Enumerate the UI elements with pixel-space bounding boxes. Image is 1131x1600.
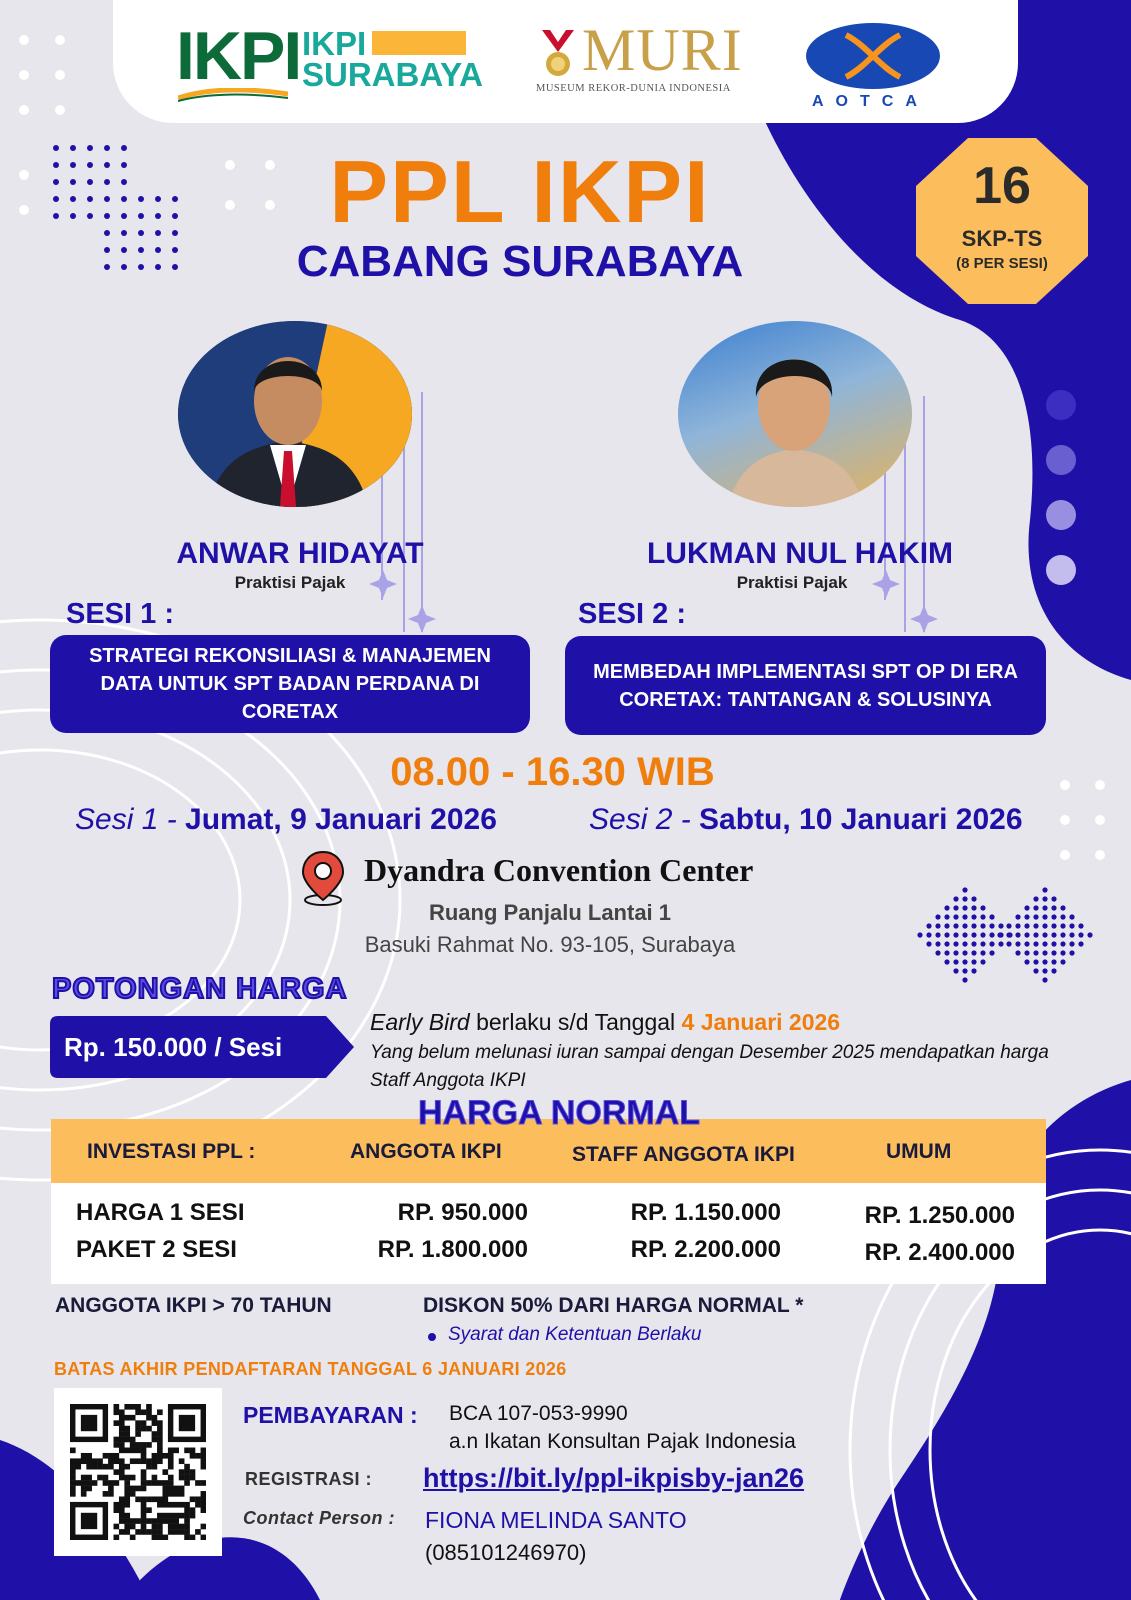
muri-medal-icon (540, 30, 576, 80)
payment-label: PEMBAYARAN : (243, 1402, 418, 1428)
skp-badge-note: (8 PER SESI) (956, 255, 1048, 272)
skp-badge-number: 16 (973, 157, 1031, 215)
event-title: PPL IKPI (329, 142, 711, 241)
speaker-1-photo (178, 321, 412, 507)
price-row-1-staff: RP. 1.150.000 (630, 1199, 781, 1226)
early-bird-date: 4 Januari 2026 (681, 1009, 841, 1035)
session-1-label: SESI 1 : (66, 598, 174, 630)
price-row-2-anggota: RP. 1.800.000 (377, 1236, 528, 1263)
ikpi-logo: IKPI (176, 18, 301, 94)
speaker-2-name: LUKMAN NUL HAKIM (646, 537, 954, 570)
speaker-2-role: Praktisi Pajak (736, 573, 848, 592)
contact-label: Contact Person : (243, 1508, 396, 1528)
price-header-investasi: INVESTASI PPL : (87, 1140, 256, 1163)
price-row-1-umum: RP. 1.250.000 (864, 1202, 1015, 1229)
speaker-1-name: ANWAR HIDAYAT (176, 537, 424, 570)
venue-address: Basuki Rahmat No. 93-105, Surabaya (364, 932, 736, 957)
price-row-1-anggota: RP. 950.000 (397, 1199, 528, 1226)
early-bird-note: Yang belum melunasi iuran sampai dengan Desember 2025 mendapatkan harga Staff Anggota IKPI (370, 1042, 1049, 1091)
normal-price-title: HARGA NORMAL (418, 1094, 701, 1132)
terms-bullet-icon (428, 1333, 436, 1341)
price-row-2-staff: RP. 2.200.000 (630, 1236, 781, 1263)
ikpi-logo-wave-icon (178, 88, 288, 102)
price-row-2-umum: RP. 2.400.000 (864, 1239, 1015, 1266)
registration-label: REGISTRASI : (245, 1469, 373, 1489)
price-row-2-label: PAKET 2 SESI (76, 1236, 237, 1263)
session-2-date-line (589, 805, 1023, 835)
session-1-topic-box (50, 635, 530, 733)
location-pin-icon (300, 850, 346, 906)
session-2-date: Sabtu, 10 Januari 2026 (699, 803, 1023, 836)
session-2-date-prefix: Sesi 2 - (589, 803, 700, 836)
payment-holder: a.n Ikatan Konsultan Pajak Indonesia (449, 1430, 796, 1453)
payment-account: BCA 107-053-9990 (449, 1402, 628, 1425)
price-header-anggota: ANGGOTA IKPI (350, 1140, 502, 1163)
ikpi-surabaya-logo: IKPI SURABAYA (302, 25, 483, 93)
session-2-topic: MEMBEDAH IMPLEMENTASI SPT OP DI ERA CORETAX: TANTANGAN & SOLUSINYA (593, 660, 1018, 711)
speaker-1-role: Praktisi Pajak (234, 573, 346, 592)
price-header-umum: UMUM (886, 1140, 952, 1163)
session-1-date: Jumat, 9 Januari 2026 (185, 803, 497, 836)
promo-price: Rp. 150.000 / Sesi (64, 1032, 283, 1062)
senior-discount: DISKON 50% DARI HARGA NORMAL * (423, 1294, 804, 1317)
aotca-x-icon (806, 23, 940, 89)
promo-title: POTONGAN HARGA (52, 973, 348, 1005)
contact-phone[interactable]: (085101246970) (425, 1540, 587, 1565)
speaker-1-portrait-icon (178, 321, 412, 507)
muri-logo-subtitle: MUSEUM REKOR-DUNIA INDONESIA (536, 83, 731, 94)
contact-name: FIONA MELINDA SANTO (425, 1507, 687, 1533)
session-2-label: SESI 2 : (578, 598, 686, 630)
skp-badge-unit: SKP-TS (961, 226, 1043, 251)
session-1-date-line (75, 805, 497, 835)
price-row-1-label: HARGA 1 SESI (76, 1199, 245, 1226)
qr-code-icon[interactable] (70, 1404, 206, 1540)
early-bird-text: berlaku s/d Tanggal (469, 1009, 682, 1035)
registration-deadline: BATAS AKHIR PENDAFTARAN TANGGAL 6 JANUARI 2026 (54, 1359, 567, 1379)
event-time: 08.00 - 16.30 WIB (390, 750, 715, 794)
aotca-logo-text: AOTCA (812, 93, 929, 110)
session-1-date-prefix: Sesi 1 - (75, 803, 186, 836)
event-subtitle: CABANG SURABAYA (296, 237, 744, 286)
session-2-topic-box (565, 636, 1046, 735)
speaker-2-portrait-icon (678, 321, 912, 507)
muri-logo: MURI (582, 17, 743, 83)
venue-room: Ruang Panjalu Lantai 1 (428, 900, 672, 925)
price-header-staff: STAFF ANGGOTA IKPI (572, 1143, 795, 1166)
senior-member-label: ANGGOTA IKPI > 70 TAHUN (55, 1294, 332, 1317)
speaker-2-photo (678, 321, 912, 507)
venue-name: Dyandra Convention Center (364, 852, 754, 888)
registration-link[interactable]: https://bit.ly/ppl-ikpisby-jan26 (423, 1463, 805, 1493)
terms-note: Syarat dan Ketentuan Berlaku (448, 1324, 702, 1345)
session-1-topic: STRATEGI REKONSILIASI & MANAJEMEN DATA UNTUK SPT BADAN PERDANA DI CORETAX (89, 645, 491, 723)
early-bird-label: Early Bird (370, 1009, 470, 1035)
early-bird-line (370, 1009, 840, 1036)
